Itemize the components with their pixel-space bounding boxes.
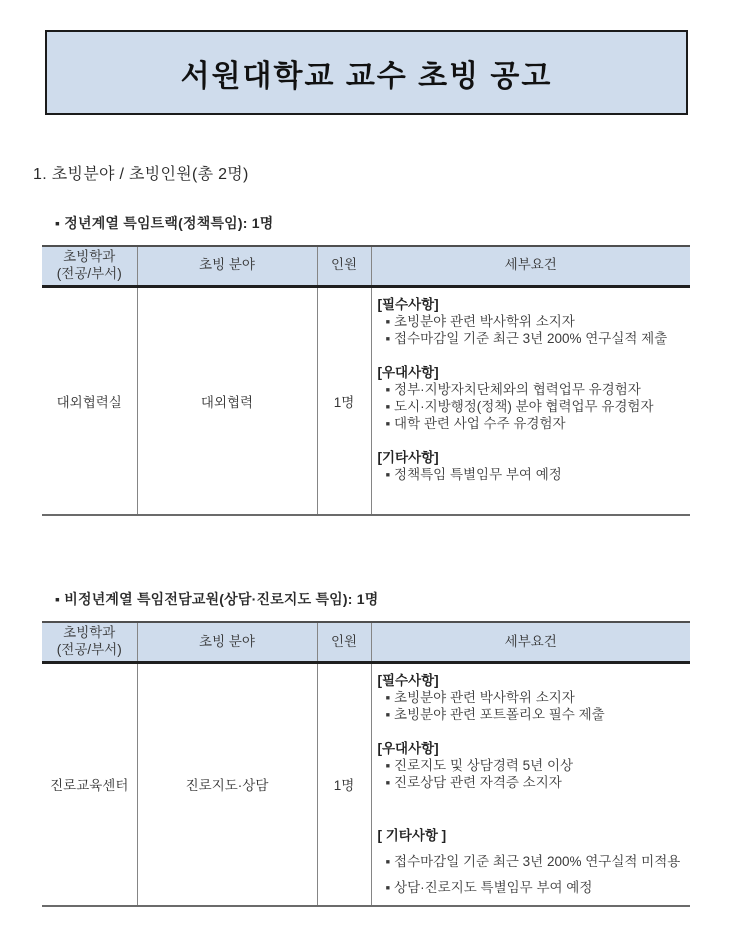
table-row <box>42 663 690 906</box>
requirement-item: ▪ 초빙분야 관련 포트폴리오 필수 제출 <box>385 707 605 722</box>
requirement-item: ▪ 접수마감일 기준 최근 3년 200% 연구실적 제출 <box>385 330 668 346</box>
title-banner <box>45 30 688 115</box>
requirements-section-heading: [필수사항] <box>377 296 439 312</box>
col-header-field: 초빙 분야 <box>137 622 317 662</box>
col-header-field: 초빙 분야 <box>137 246 317 286</box>
requirements-section-heading: [기타사항] <box>377 449 439 465</box>
col-header-count: 인원 <box>317 622 371 662</box>
col-header-department-line2: (전공/부서) <box>56 642 122 658</box>
col-header-count: 인원 <box>317 246 371 286</box>
col-header-requirements: 세부요건 <box>371 246 690 286</box>
table-row <box>42 286 690 515</box>
requirement-item: ▪ 초빙분야 관련 박사학위 소지자 <box>385 690 575 705</box>
requirement-item: ▪ 상담·진로지도 특별임무 부여 예정 <box>385 880 593 895</box>
requirement-item: ▪ 진로지도 및 상담경력 5년 이상 <box>385 758 574 773</box>
subsection-label-non-tenure: ▪ 비정년계열 특임전담교원(상담·진로지도 특임): 1명 <box>55 591 379 608</box>
recruit-table-tenure-track <box>42 245 690 516</box>
requirements-section-heading: [우대사항] <box>377 741 439 756</box>
section-heading: 1. 초빙분야 / 초빙인원(총 2명) <box>33 166 249 183</box>
col-header-department <box>42 622 137 662</box>
document-title: 서원대학교 교수 초빙 공고 <box>180 59 553 93</box>
requirement-item: ▪ 정책특임 특별임무 부여 예정 <box>385 466 562 482</box>
requirement-item: ▪ 접수마감일 기준 최근 3년 200% 연구실적 미적용 <box>385 854 681 869</box>
requirements-section-other <box>378 827 683 896</box>
requirements-section-other <box>378 449 683 483</box>
requirements-section-mandatory <box>378 672 683 723</box>
col-header-department-line1: 초빙학과 <box>63 249 116 264</box>
cell-field: 대외협력 <box>137 286 317 515</box>
col-header-department <box>42 246 137 286</box>
recruit-table-non-tenure <box>42 621 690 906</box>
requirement-item: ▪ 대학 관련 사업 수주 유경험자 <box>385 415 566 431</box>
requirement-item: ▪ 진로상담 관련 자격증 소지자 <box>385 775 562 790</box>
requirements-section-heading: [ 기타사항 ] <box>377 828 447 843</box>
requirement-item: ▪ 초빙분야 관련 박사학위 소지자 <box>385 313 575 329</box>
table-header-row <box>42 622 690 662</box>
cell-requirements <box>371 286 690 515</box>
col-header-department-line1: 초빙학과 <box>63 625 116 641</box>
requirements-section-heading: [필수사항] <box>377 673 439 688</box>
requirement-item: ▪ 도시·지방행정(정책) 분야 협력업무 유경험자 <box>385 398 654 414</box>
cell-count: 1명 <box>317 663 371 906</box>
cell-count: 1명 <box>317 286 371 515</box>
requirements-section-mandatory <box>378 296 683 347</box>
requirements-section-heading: [우대사항] <box>377 364 439 380</box>
requirement-item: ▪ 정부·지방자치단체와의 협력업무 유경험자 <box>385 381 641 397</box>
cell-field: 진로지도·상담 <box>137 663 317 906</box>
subsection-label-tenure-track: ▪ 정년계열 특임트랙(정책특임): 1명 <box>55 215 274 231</box>
cell-requirements <box>371 663 690 906</box>
cell-department: 진로교육센터 <box>50 778 129 794</box>
col-header-requirements: 세부요건 <box>371 622 690 662</box>
col-header-department-line2: (전공/부서) <box>56 265 122 281</box>
requirements-section-preferred <box>378 740 683 791</box>
document-page <box>0 30 732 934</box>
requirements-section-preferred <box>378 364 683 432</box>
cell-department: 대외협력실 <box>56 395 122 410</box>
table-header-row <box>42 246 690 286</box>
